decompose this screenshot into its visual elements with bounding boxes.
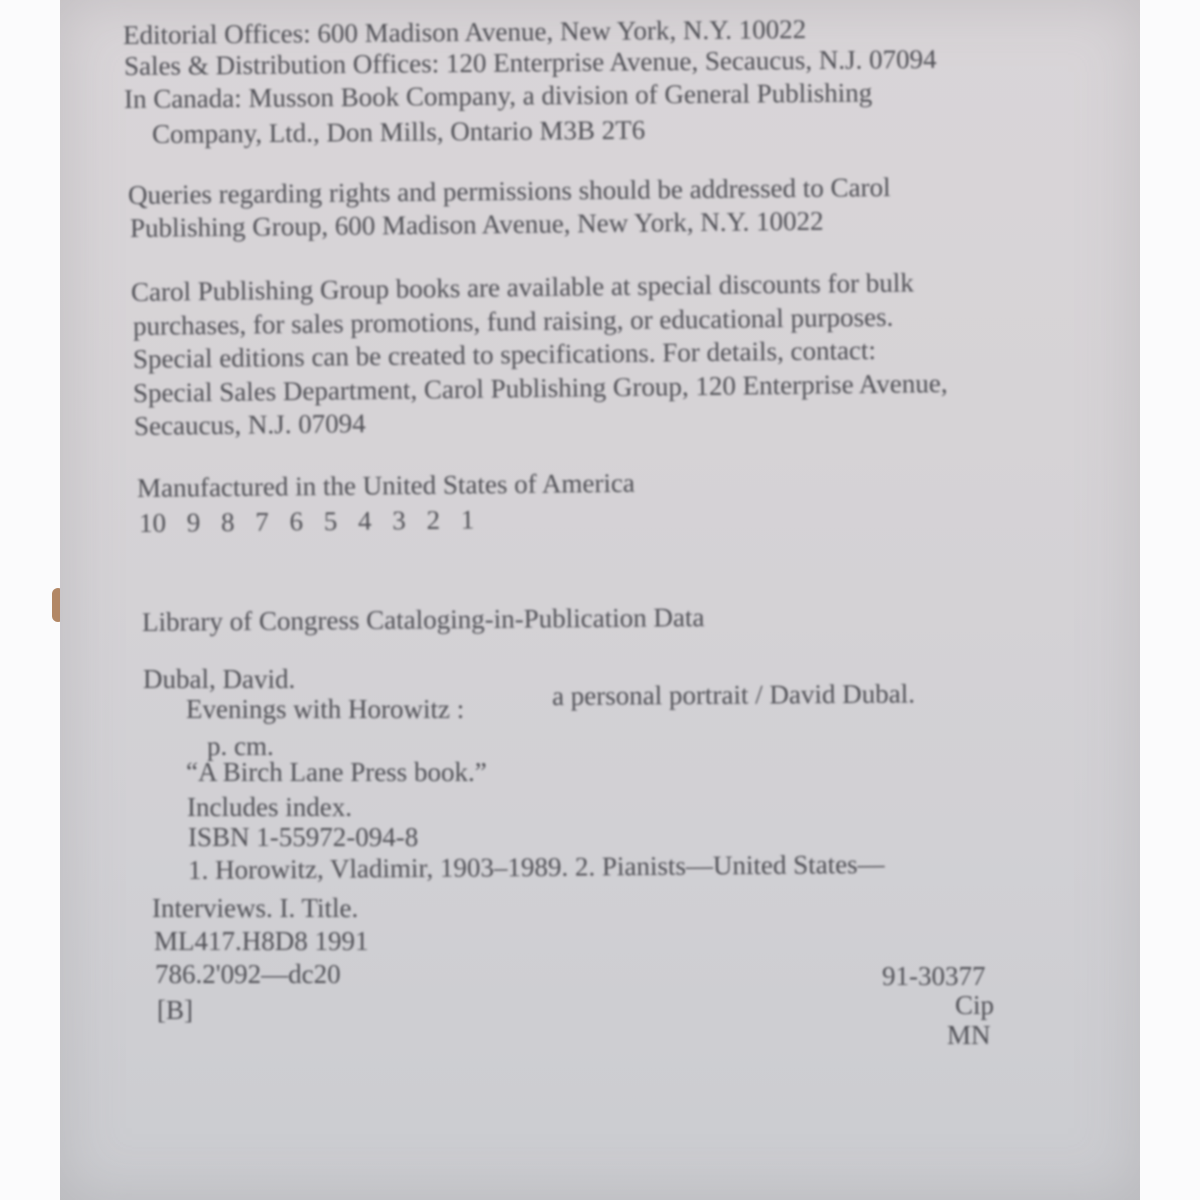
cip-isbn: ISBN 1-55972-094-8 [188, 822, 419, 852]
cip-series-note: “A Birch Lane Press book.” [186, 757, 487, 787]
cip-author: Dubal, David. [143, 664, 296, 694]
special-sales-line-3: Special editions can be created to specifications. For details, contact: [132, 334, 877, 374]
printing-number: 2 [426, 504, 441, 535]
special-sales-line-2: purchases, for sales promotions, fund raising, or educational purposes. [132, 301, 894, 341]
cip-title-right: a personal portrait / David Dubal. [551, 678, 916, 711]
cip-lc-class: ML417.H8D8 1991 [154, 926, 369, 956]
editorial-offices-line: Editorial Offices: 600 Madison Avenue, New York, N.Y. 10022 [122, 14, 807, 50]
printing-number: 7 [255, 506, 269, 537]
cip-heading: Library of Congress Cataloging-in-Publication Data [141, 602, 705, 637]
printing-number: 6 [289, 506, 304, 537]
canada-line-1: In Canada: Musson Book Company, a division of General Publishing [123, 77, 873, 114]
cip-subjects-line-1: 1. Horowitz, Vladimir, 1903–1989. 2. Pianists—United States— [187, 848, 885, 885]
manufactured-line: Manufactured in the United States of America [136, 467, 635, 503]
printing-number: 3 [392, 505, 406, 536]
special-sales-line-5: Secaucus, N.J. 07094 [133, 408, 366, 441]
printing-number: 8 [220, 507, 235, 538]
printing-number: 4 [357, 505, 372, 536]
cip-physical: p. cm. [207, 731, 274, 761]
cip-bracket: [B] [157, 995, 193, 1025]
printing-number: 1 [460, 504, 475, 535]
queries-line-2: Publishing Group, 600 Madison Avenue, New York, N.Y. 10022 [129, 205, 824, 243]
queries-line-1: Queries regarding rights and permissions should be addressed to Carol [127, 172, 891, 210]
cip-title-left: Evenings with Horowitz : [186, 694, 465, 724]
cip-mark: Cip [955, 990, 995, 1020]
printing-number: 10 [138, 507, 167, 538]
sales-offices-line: Sales & Distribution Offices: 120 Enterprise Avenue, Secaucus, N.J. 07094 [123, 43, 937, 81]
special-sales-line-1: Carol Publishing Group books are available at special discounts for bulk [130, 267, 914, 307]
cip-lccn: 91-30377 [882, 961, 986, 991]
cip-subjects-line-2: Interviews. I. Title. [152, 893, 359, 923]
cip-dewey: 786.2'092—dc20 [155, 959, 341, 989]
printing-number-line [139, 504, 489, 538]
printing-number: 9 [186, 507, 201, 538]
canada-line-2: Company, Ltd., Don Mills, Ontario M3B 2T6 [151, 114, 646, 149]
cip-index-note: Includes index. [187, 792, 352, 822]
printing-number: 5 [323, 505, 338, 537]
special-sales-line-4: Special Sales Department, Carol Publishing Group, 120 Enterprise Avenue, [132, 368, 948, 408]
cip-mn-mark: MN [947, 1020, 991, 1050]
